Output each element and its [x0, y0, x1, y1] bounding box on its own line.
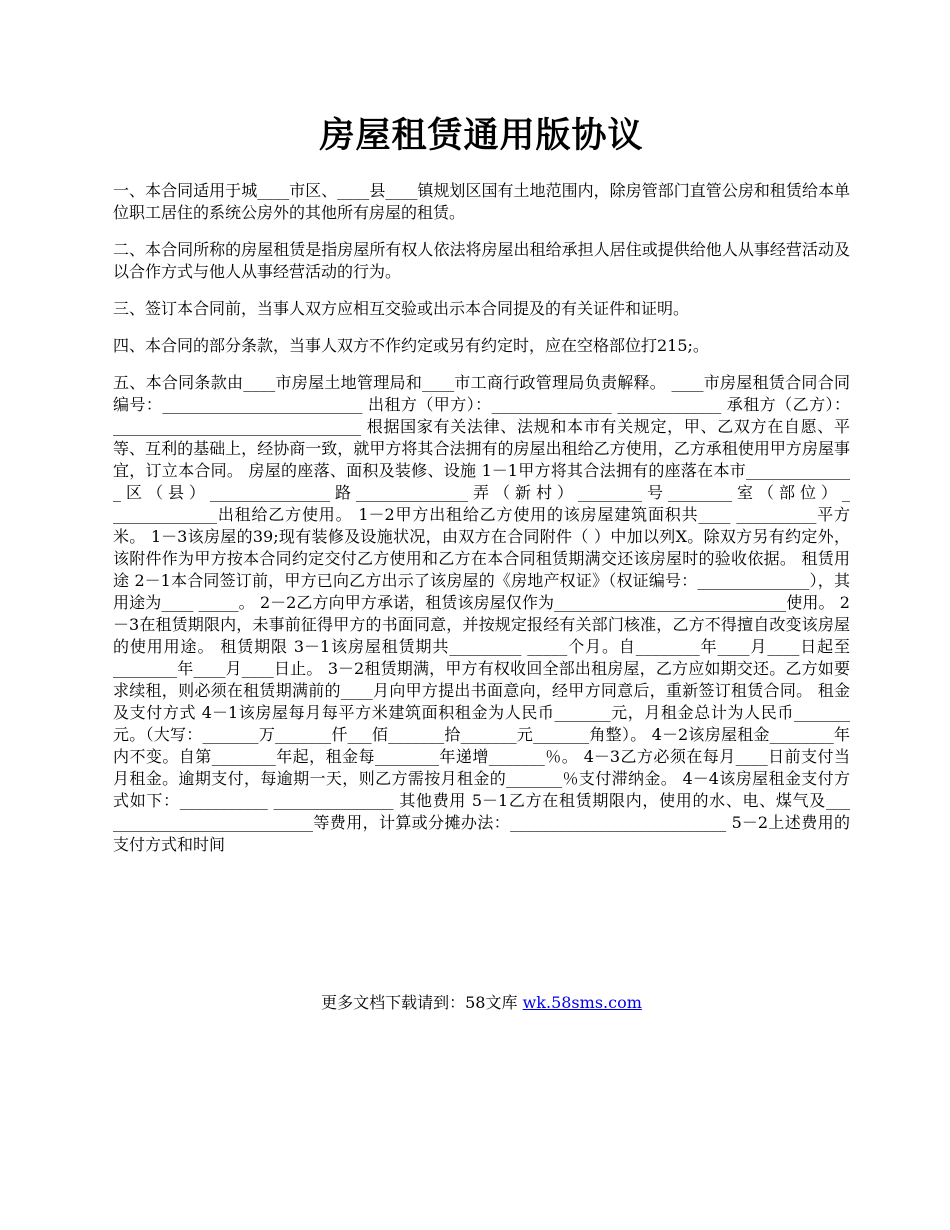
clause-3: 三、签订本合同前，当事人双方应相互交验或出示本合同提及的有关证件和证明。: [113, 299, 690, 318]
document-title: 房屋租赁通用版协议: [319, 115, 644, 156]
clause-1: 一、本合同适用于城____市区、____县____镇规划区国有土地范围内，除房管部门直管公房和租赁给本单位职工居住的系统公房外的其他所有房屋的租赁。: [113, 181, 850, 222]
footer-link[interactable]: wk.58sms.com: [522, 993, 642, 1012]
footer-text: 更多文档下载请到：58文库: [321, 993, 518, 1012]
clause-2: 二、本合同所称的房屋租赁是指房屋所有权人依法将房屋出租给承担人居住或提供给他人从事经营活动及以合作方式与他人从事经营活动的行为。: [113, 240, 850, 281]
clause-4: 四、本合同的部分条款，当事人双方不作约定或另有约定时，应在空格部位打215;。: [113, 336, 709, 355]
document-body: [113, 180, 850, 856]
footer: [113, 992, 850, 1014]
clause-5-contract-body: 五、本合同条款由____市房屋土地管理局和____市工商行政管理局负责解释。 ____市房屋租赁合同合同编号：_________________________ 出租方（甲方）：_______________ _____________ 承租方（乙方）：_______________________________ 根据国家有关法律、法规和本市有关规定，甲、乙双方在自愿、平等、互利的基础上，经协商一致，就甲方将其合法拥有的房屋出租给乙方使用，乙方承租使用甲方房屋事宜，订立本合同。 房屋的座落、面积及装修、设施 1－1甲方将其合法拥有的座落在本市_____________ _区（县）_______________路______________弄（新村）________号________室（部位）_ _____________出租给乙方使用。 1－2甲方出租给乙方使用的该房屋建筑面积共____ __________平方米。 1－3该房屋的39;现有装修及设施状况，由双方在合同附件（ ）中加以列X。除双方另有约定外，该附件作为甲方按本合同约定交付乙方使用和乙方在本合同租赁期满交还该房屋时的验收依据。 租赁用途 2－1本合同签订前，甲方已向乙方出示了该房屋的《房地产权证》（权证编号：______________），其用途为____ _____。 2－2乙方向甲方承诺，租赁该房屋仅作为_____________________________使用。 2－3在租赁期限内，未事前征得甲方的书面同意，并按规定报经有关部门核准，乙方不得擅自改变该房屋的使用用途。 租赁期限 3－1该房屋租赁期共_________ _____个月。自________年____月____日起至________年____月____日止。 3－2租赁期满，甲方有权收回全部出租房屋，乙方应如期交还。乙方如要求续租，则必须在租赁期满前的____月向甲方提出书面意向，经甲方同意后，重新签订租赁合同。 租金及支付方式 4－1该房屋每月每平方米建筑面积租金为人民币_______元，月租金总计为人民币_______元。（大写：_______万_______仟___佰_______拾_______元_______角整）。 4－2该房屋租金________年内不变。自第________年起，租金每________年递增_______％。 4－3乙方必须在每月____日前支付当月租金。逾期支付，每逾期一天，则乙方需按月租金的_______％支付滞纳金。 4－4该房屋租金支付方式如下：___________ _______________ 其他费用 5－1乙方在租赁期限内，使用的水、电、煤气及___ _________________________等费用，计算或分摊办法：___________________________ 5－2上述费用的支付方式和时间: [113, 373, 850, 854]
